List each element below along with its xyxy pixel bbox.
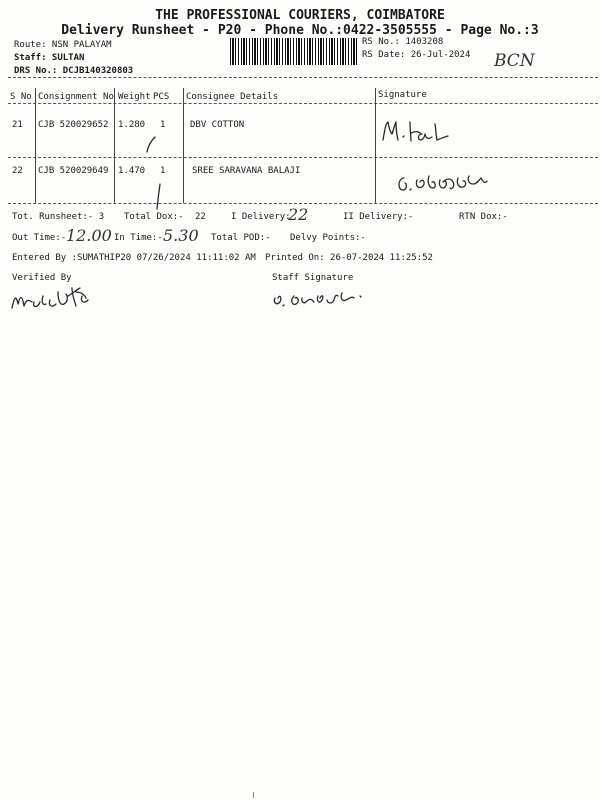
tick-mark (150, 183, 165, 211)
row-sno: 21 (12, 120, 23, 130)
staff-label: Staff: SULTAN (14, 53, 85, 63)
barcode (230, 38, 358, 65)
scan-mark (253, 792, 254, 798)
table-header-rule (8, 103, 598, 104)
column-divider (375, 88, 376, 203)
i-delivery-label: I Delivery: (231, 212, 291, 222)
i-delivery-value: 22 (288, 205, 309, 224)
total-pod-label: Total POD:- (211, 233, 271, 243)
row-consignment: CJB 520029649 (38, 166, 109, 176)
row-consignee: SREE SARAVANA BALAJI (192, 166, 301, 176)
rs-number: RS No.: 1403208 (362, 37, 444, 47)
out-time-label: Out Time:- (12, 233, 67, 243)
col-header-pcs: PCS (153, 92, 170, 102)
recipient-signature (395, 168, 505, 198)
row-consignee: DBV COTTON (190, 120, 245, 130)
row-consignment: CJB 520029652 (38, 120, 109, 130)
row-pcs: 1 (160, 120, 166, 130)
handwritten-note: BCN (494, 51, 535, 71)
row-weight: 1.470 (118, 166, 146, 176)
total-dox-value: 22 (195, 212, 206, 222)
staff-signature-label: Staff Signature (272, 273, 354, 283)
column-divider (35, 88, 36, 203)
col-header-weight: Weight (118, 92, 151, 102)
in-time-label: In Time:- (114, 233, 163, 243)
rtn-dox-label: RTN Dox:- (459, 212, 508, 222)
recipient-signature (380, 118, 460, 148)
row-divider (8, 157, 598, 158)
in-time-value: 5.30 (163, 226, 199, 245)
staff-signature (270, 288, 390, 313)
column-divider (114, 88, 115, 203)
drs-number: DRS No.: DCJB140320803 (14, 66, 134, 76)
row-pcs: 1 (160, 166, 166, 176)
table-top-rule (8, 77, 598, 78)
row-weight: 1.280 (118, 120, 146, 130)
tick-mark (143, 135, 163, 155)
row-sno: 22 (12, 166, 23, 176)
tot-runsheet: Tot. Runsheet:- 3 (12, 212, 105, 222)
col-header-sno: S No (10, 92, 32, 102)
route-label: Route: NSN PALAYAM (14, 40, 112, 50)
table-bottom-rule (8, 203, 598, 204)
ii-delivery-label: II Delivery:- (343, 212, 414, 222)
out-time-value: 12.00 (66, 226, 112, 245)
total-dox-label: Total Dox:- (124, 212, 184, 222)
col-header-consignment: Consignment No (38, 92, 114, 102)
column-divider (183, 88, 184, 203)
company-title: THE PROFESSIONAL COURIERS, COIMBATORE (155, 8, 445, 23)
printed-on: Printed On: 26-07-2024 11:25:52 (265, 253, 433, 263)
col-header-signature: Signature (378, 90, 427, 100)
runsheet-subtitle: Delivery Runsheet - P20 - Phone No.:0422-3505555 - Page No.:3 (61, 23, 539, 38)
delvy-points-label: Delvy Points:- (290, 233, 366, 243)
rs-date: RS Date: 26-Jul-2024 (362, 50, 471, 60)
verified-by-label: Verified By (12, 273, 72, 283)
entered-by: Entered By :SUMATHIP20 07/26/2024 11:11:02 AM (12, 253, 256, 263)
col-header-consignee: Consignee Details (186, 92, 279, 102)
verifier-signature (10, 282, 95, 314)
